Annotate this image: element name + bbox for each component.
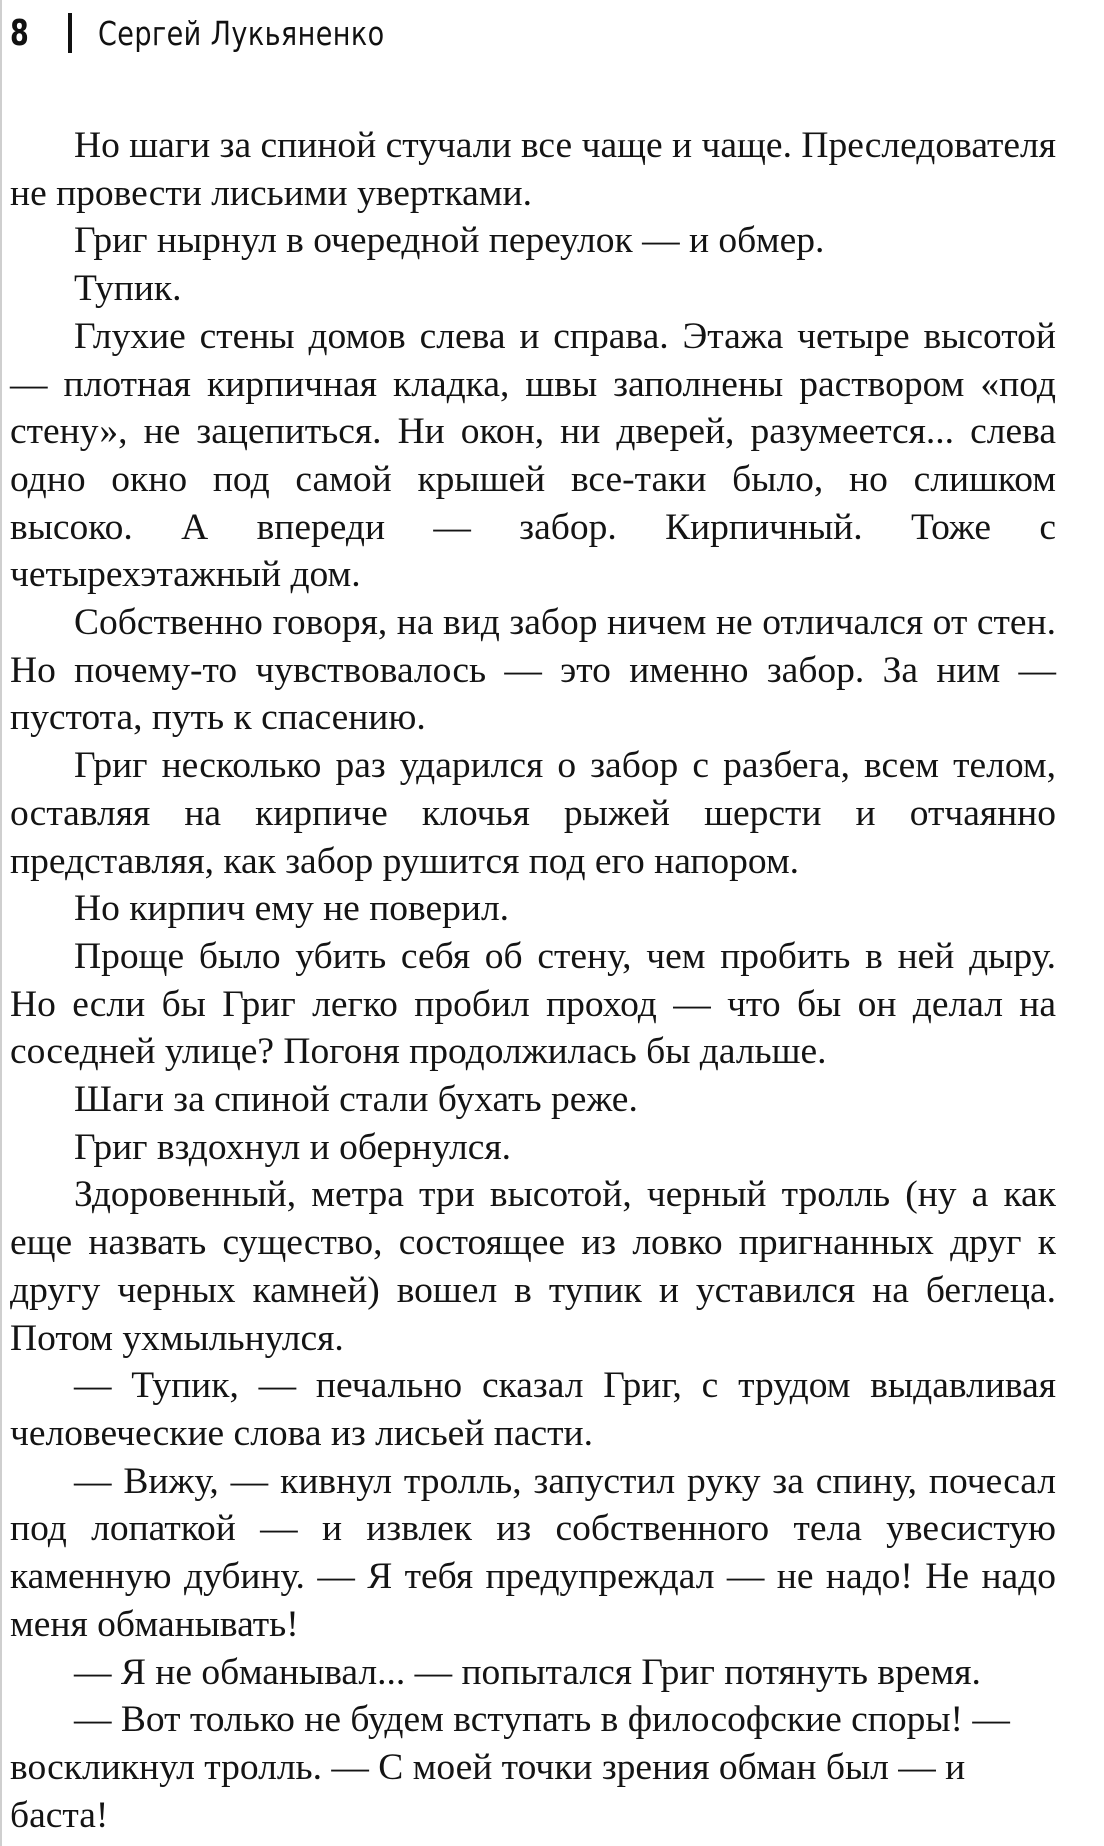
paragraph: Здоровенный, метра три высотой, черный тролль (ну а как еще назвать существо, состоящее из ловко пригнанных друг к другу черных камней) вошел в тупик и уставился на беглеца. Потом ухмыльнулся.	[10, 1174, 1056, 1359]
paragraph: Григ несколько раз ударился о забор с разбега, всем телом, оставляя на кирпиче клочья рыжей шерсти и отчаянно представляя, как забор рушится под его напором.	[10, 745, 1056, 882]
paragraph: — Я не обманывал... — попытался Григ потянуть время.	[74, 1651, 981, 1693]
paragraph: Григ нырнул в очередной переулок — и обмер.	[74, 220, 825, 262]
page-number: 8	[10, 12, 29, 54]
paragraph: Тупик.	[74, 268, 182, 310]
paragraph: — Вижу, — кивнул тролль, запустил руку за спину, почесал под лопаткой — и извлек из собственного тела увесистую каменную дубину. — Я тебя предупреждал — не надо! Не надо меня обманывать!	[10, 1460, 1056, 1645]
paragraph: Но шаги за спиной стучали все чаще и чаще. Преследователя не провести лисьими увертками.	[10, 125, 1056, 214]
paragraph: Собственно говоря, на вид забор ничем не отличался от стен. Но почему-то чувствовалось — это именно забор. За ним — пустота, путь к спасению.	[10, 602, 1056, 739]
paragraph: Глухие стены домов слева и справа. Этажа четыре высотой — плотная кирпичная кладка, швы заполнены раствором «под стену», не зацепиться. Ни окон, ни дверей, разумеется... слева одно окно под самой крышей все-таки было, но слишком высоко. А впереди — забор. Кирпичный. Тоже с четырехэтажный дом.	[10, 315, 1056, 596]
running-header	[10, 8, 448, 58]
body-text	[10, 122, 1056, 1839]
paragraph: Григ вздохнул и обернулся.	[74, 1126, 511, 1168]
paragraph: Но кирпич ему не поверил.	[74, 888, 510, 930]
header-divider	[68, 13, 72, 53]
paragraph: — Вот только не будем вступать в философские споры! — воскликнул тролль. — С моей точки зрения обман был — и баста!	[10, 1699, 1010, 1836]
author-name: Сергей Лукьяненко	[98, 13, 385, 53]
paragraph: Проще было убить себя об стену, чем пробить в ней дыру. Но если бы Григ легко пробил проход — что бы он делал на соседней улице? Погоня продолжилась бы дальше.	[10, 935, 1056, 1073]
paragraph: Шаги за спиной стали бухать реже.	[74, 1079, 638, 1121]
paragraph: — Тупик, — печально сказал Григ, с трудом выдавливая человеческие слова из лисьей пасти.	[10, 1365, 1056, 1454]
